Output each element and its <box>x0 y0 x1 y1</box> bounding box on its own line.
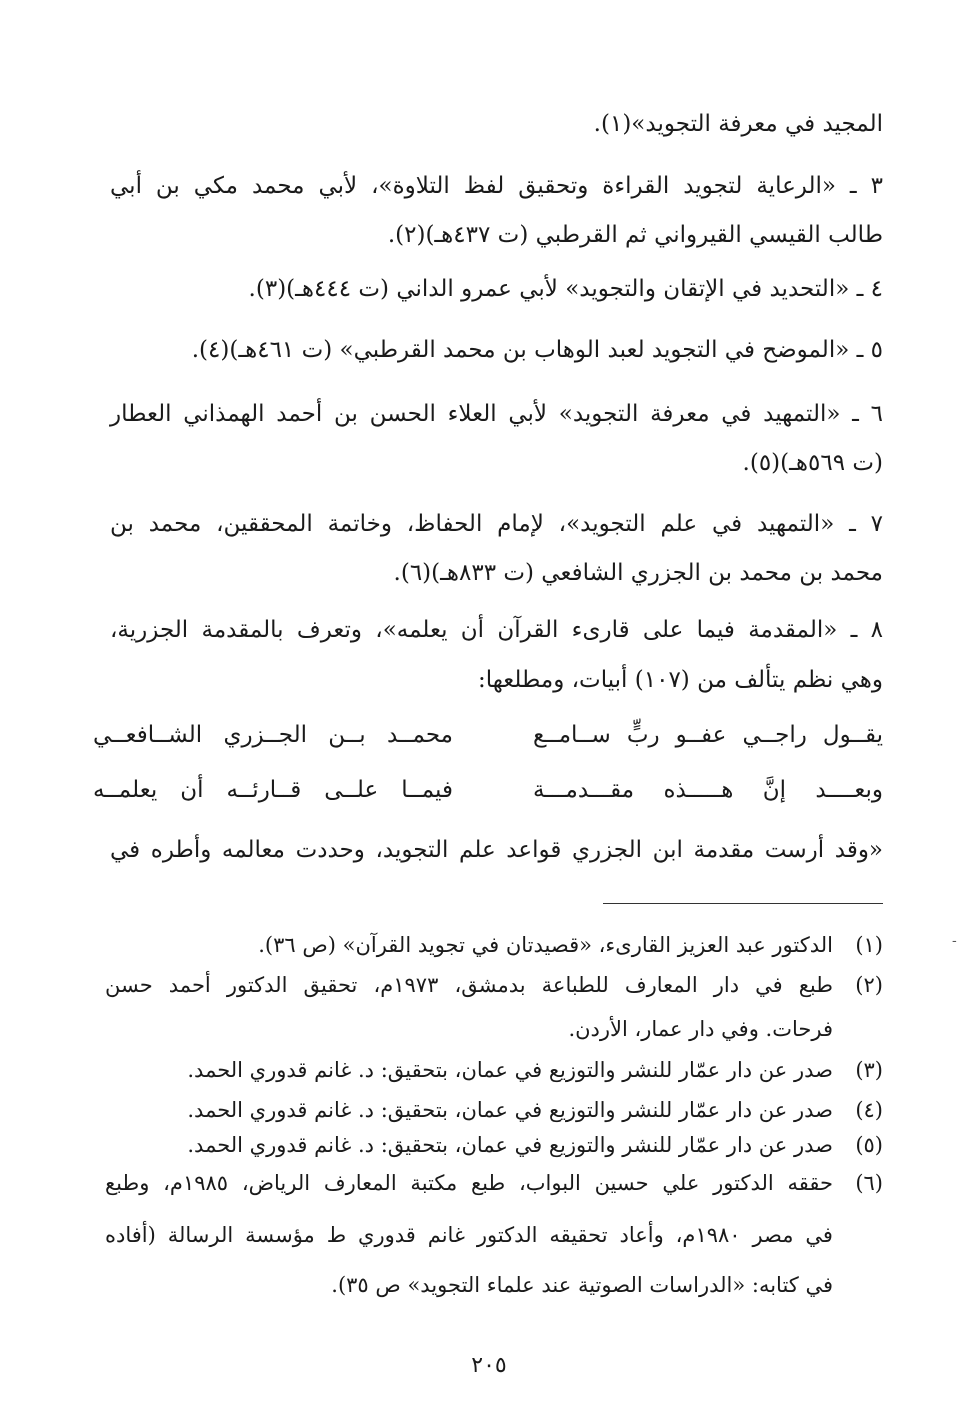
footnote-text: صدر عن دار عمّار للنشر والتوزيع في عمان، بتحقيق: د. غانم قدوري الحمد. <box>187 1058 833 1082</box>
body-line: ٤ ـ «التحديد في الإتقان والتجويد» لأبي عمرو الداني (ت ٤٤٤هـ)(٣). <box>248 276 883 302</box>
verse-first-hemistich: وبعــــد إنَّ هـــــذه مقـــدمـــة <box>533 777 883 803</box>
body-line: ٥ ـ «الموضح في التجويد لعبد الوهاب بن محمد القرطبي» (ت ٤٦١هـ)(٤). <box>191 337 883 363</box>
footnote <box>105 1168 883 1198</box>
footnote-number: (٥) <box>855 1133 883 1157</box>
body-line: طالب القيسي القيرواني ثم القرطبي (ت ٤٣٧هـ)(٢). <box>387 222 883 248</box>
footnote-text: حققه الدكتور علي حسين البواب، طبع مكتبة المعارف الرياض، ١٩٨٥م، وطبع <box>105 1171 833 1195</box>
verse-second-hemistich: محمــد بــن الجــزري الشــافعــي <box>93 722 453 748</box>
footnote <box>258 930 883 960</box>
footnote <box>187 1095 883 1125</box>
verse-second-hemistich: فيمــا علــى قــارئــه أن يعلمــه <box>93 777 453 803</box>
body-line: «وقد أرست مقدمة ابن الجزري قواعد علم التجويد، وحددت معالمه وأطره في <box>110 837 883 863</box>
footnote <box>105 970 883 1000</box>
footnote-continuation: في كتابه: «الدراسات الصوتية عند علماء التجويد» ص ٣٥). <box>331 1273 833 1297</box>
body-line: ٦ ـ «التمهيد في معرفة التجويد» لأبي العلاء الحسن بن أحمد الهمذاني العطار <box>110 401 883 427</box>
footnote-number: (٦) <box>855 1171 883 1195</box>
footnote-text: صدر عن دار عمّار للنشر والتوزيع في عمان، بتحقيق: د. غانم قدوري الحمد. <box>187 1133 833 1157</box>
footnote <box>187 1130 883 1160</box>
body-line: محمد بن محمد بن الجزري الشافعي (ت ٨٣٣هـ)(٦). <box>393 560 883 586</box>
footnote-number: (١) <box>855 933 883 957</box>
footnote-text: الدكتور عبد العزيز القارىء، «قصيدتان في تجويد القرآن» (ص ٣٦). <box>258 933 833 957</box>
body-line: ٨ ـ «المقدمة فيما على قارىء القرآن أن يعلمه»، وتعرف بالمقدمة الجزرية، <box>110 617 883 643</box>
verse-first-hemistich: يقــول راجــي عفــو ربٍّ ســامــع <box>533 722 883 748</box>
page-number: ٢٠٥ <box>471 1353 507 1378</box>
footnote-continuation: فرحات. وفي دار عمار، الأردن. <box>568 1017 833 1041</box>
footnote-number: (٤) <box>855 1098 883 1122</box>
body-line: المجيد في معرفة التجويد»(١). <box>593 111 883 137</box>
scan-mark: - <box>952 933 957 949</box>
body-line: ٣ ـ «الرعاية لتجويد القراءة وتحقيق لفظ التلاوة»، لأبي محمد مكي بن أبي <box>110 173 883 199</box>
footnote-separator <box>603 903 883 904</box>
body-line: وهي نظم يتألف من (١٠٧) أبيات، ومطلعها: <box>477 667 883 693</box>
footnote <box>187 1055 883 1085</box>
body-line: (ت ٥٦٩هـ)(٥). <box>742 450 883 476</box>
body-line: ٧ ـ «التمهيد في علم التجويد»، لإمام الحفاظ، وخاتمة المحققين، محمد بن <box>110 511 883 537</box>
footnote-text: صدر عن دار عمّار للنشر والتوزيع في عمان، بتحقيق: د. غانم قدوري الحمد. <box>187 1098 833 1122</box>
footnote-text: طبع في دار المعارف للطباعة بدمشق، ١٩٧٣م، تحقيق الدكتور أحمد حسن <box>105 973 833 997</box>
footnote-number: (٣) <box>855 1058 883 1082</box>
footnote-number: (٢) <box>855 973 883 997</box>
footnote-continuation: في مصر ١٩٨٠م، وأعاد تحقيقه الدكتور غانم قدوري ط مؤسسة الرسالة (أفاده <box>105 1223 833 1247</box>
